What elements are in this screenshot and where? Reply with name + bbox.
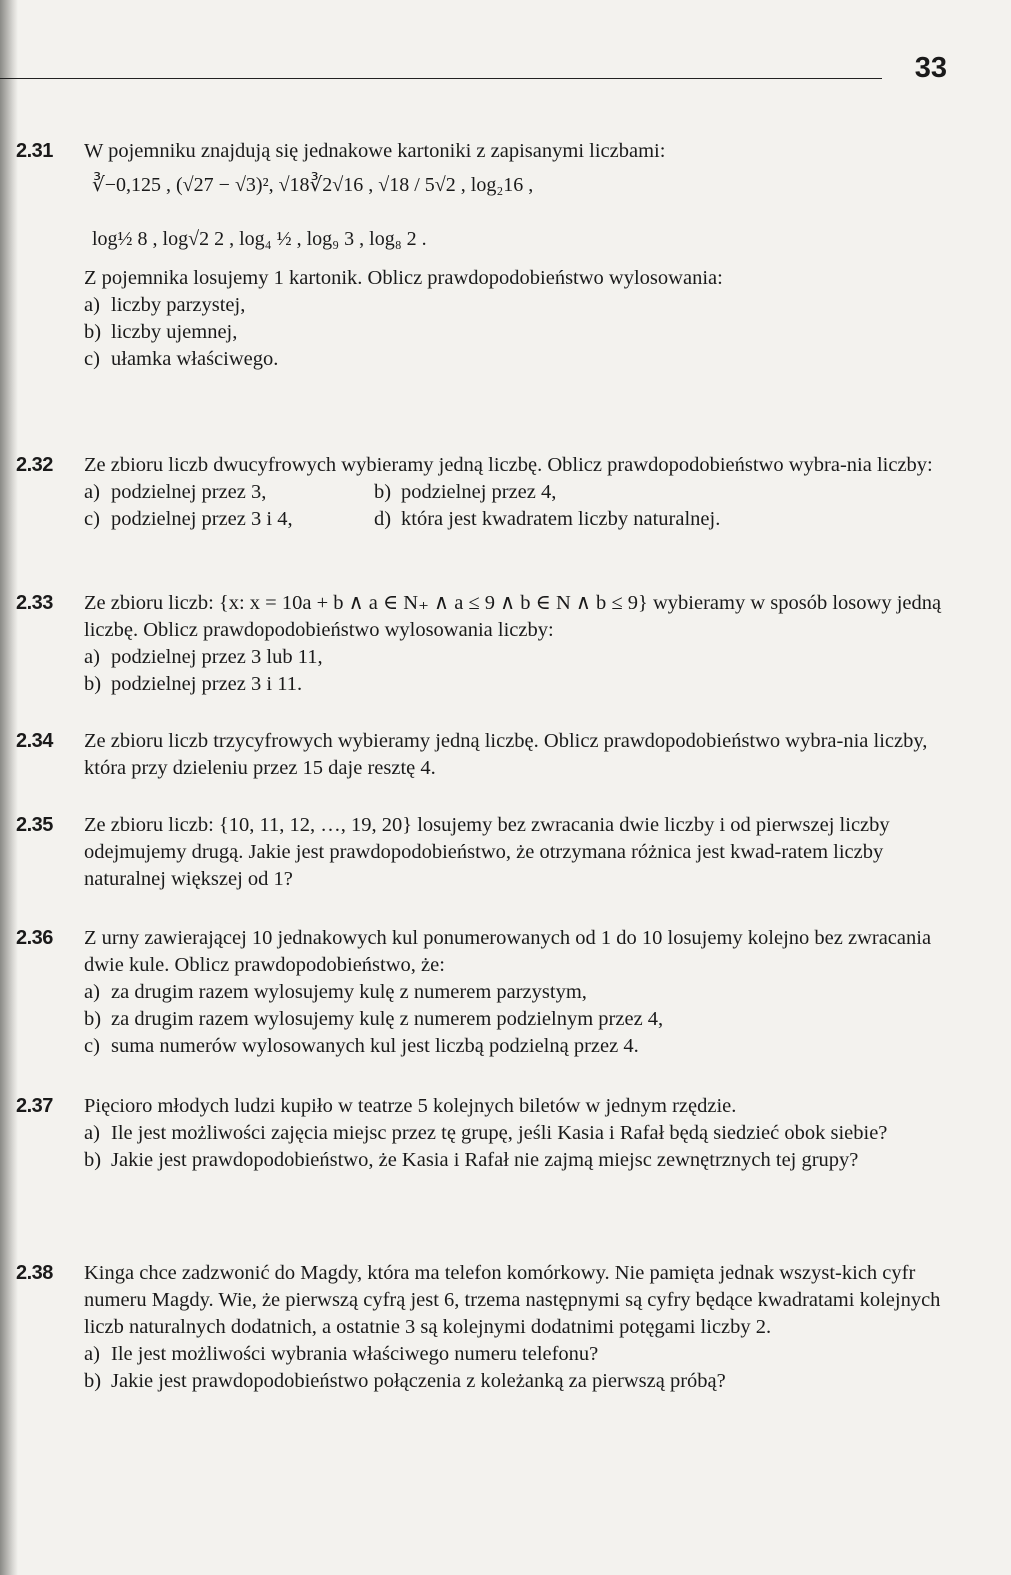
exercise-2-35 bbox=[0, 812, 960, 893]
list-item: b) liczby ujemnej, bbox=[84, 321, 238, 343]
exercise-text: Ze zbioru liczb dwucyfrowych wybieramy jedną liczbę. Oblicz prawdopodobieństwo wybra-nia liczby: bbox=[84, 454, 933, 476]
list-item: a) podzielnej przez 3, bbox=[84, 481, 267, 503]
list-item: a) podzielnej przez 3 lub 11, bbox=[84, 646, 323, 668]
exercise-number: 2.32 bbox=[16, 454, 53, 476]
exercise-2-32 bbox=[0, 452, 960, 533]
list-item: a) Ile jest możliwości wybrania właściwego numeru telefonu? bbox=[84, 1343, 599, 1365]
exercise-text: W pojemniku znajdują się jednakowe kartoniki z zapisanymi liczbami: bbox=[84, 140, 666, 162]
exercise-2-34 bbox=[0, 728, 960, 782]
exercise-2-37 bbox=[0, 1093, 960, 1174]
list-item: a) za drugim razem wylosujemy kulę z numerem parzystym, bbox=[84, 981, 587, 1003]
exercise-number: 2.33 bbox=[16, 592, 53, 614]
list-item: a) Ile jest możliwości zajęcia miejsc przez tę grupę, jeśli Kasia i Rafał będą siedzieć obok siebie? bbox=[84, 1122, 888, 1144]
exercise-text: Ze zbioru liczb: {x: x = 10a + b ∧ a ∈ N₊ ∧ a ≤ 9 ∧ b ∈ N ∧ b ≤ 9} wybieramy w sposób losowy jedną liczbę. Oblicz prawdopodobieństwo wylosowania liczby: bbox=[84, 592, 942, 641]
exercise-number: 2.35 bbox=[16, 814, 53, 836]
list-item: c) suma numerów wylosowanych kul jest liczbą podzielną przez 4. bbox=[84, 1035, 639, 1057]
header-rule bbox=[0, 78, 882, 79]
exercise-number: 2.34 bbox=[16, 730, 53, 752]
exercise-number: 2.38 bbox=[16, 1262, 53, 1284]
exercise-text: Pięcioro młodych ludzi kupiło w teatrze 5 kolejnych biletów w jednym rzędzie. bbox=[84, 1095, 737, 1117]
list-item: c) podzielnej przez 3 i 4, bbox=[84, 508, 293, 530]
exercise-2-31 bbox=[0, 138, 960, 373]
exercise-2-38 bbox=[0, 1260, 960, 1395]
list-item: b) podzielnej przez 4, bbox=[374, 481, 557, 503]
math-expressions-line-1: ∛−0,125 , (√27 − √3)², √18∛2√16 , √18 / 5√2 , log₂16 , bbox=[92, 174, 534, 196]
exercise-text: Z urny zawierającej 10 jednakowych kul ponumerowanych od 1 do 10 losujemy kolejno bez zwracania dwie kule. Oblicz prawdopodobieństwo, że: bbox=[84, 927, 932, 976]
list-item: b) Jakie jest prawdopodobieństwo, że Kasia i Rafał nie zajmą miejsc zewnętrznych tej grupy? bbox=[84, 1149, 859, 1171]
exercise-number: 2.31 bbox=[16, 140, 53, 162]
exercise-text: Ze zbioru liczb: {10, 11, 12, …, 19, 20} losujemy bez zwracania dwie liczby i od pierwszej liczby odejmujemy drugą. Jakie jest prawdopodobieństwo, że otrzymana różnica jest kwad-ratem liczby naturalnej większej od 1? bbox=[84, 814, 890, 890]
list-item: c) ułamka właściwego. bbox=[84, 348, 279, 370]
list-item: b) podzielnej przez 3 i 11. bbox=[84, 673, 303, 695]
math-expressions-line-2: log½ 8 , log√2 2 , log₄ ½ , log₉ 3 , log₈ 2 . bbox=[92, 228, 427, 250]
list-item: b) Jakie jest prawdopodobieństwo połączenia z koleżanką za pierwszą próbą? bbox=[84, 1370, 726, 1392]
list-item: d) która jest kwadratem liczby naturalnej. bbox=[374, 508, 721, 530]
exercise-2-33 bbox=[0, 590, 960, 698]
list-item: b) za drugim razem wylosujemy kulę z numerem podzielnym przez 4, bbox=[84, 1008, 664, 1030]
exercise-2-36 bbox=[0, 925, 960, 1060]
exercise-text: Kinga chce zadzwonić do Magdy, która ma telefon komórkowy. Nie pamięta jednak wszyst-kich cyfr numeru Magdy. Wie, że pierwszą cyfrą jest 6, trzema następnymi są cyfry będące kwadratami kolejnych liczb naturalnych dodatnich, a ostatnie 3 są kolejnymi dodatnimi potęgami liczby 2. bbox=[84, 1262, 941, 1338]
exercise-number: 2.36 bbox=[16, 927, 53, 949]
exercise-number: 2.37 bbox=[16, 1095, 53, 1117]
exercise-text: Ze zbioru liczb trzycyfrowych wybieramy jedną liczbę. Oblicz prawdopodobieństwo wybra-nia liczby, która przy dzieleniu przez 15 daje resztę 4. bbox=[84, 730, 928, 779]
exercise-question: Z pojemnika losujemy 1 kartonik. Oblicz prawdopodobieństwo wylosowania: bbox=[84, 267, 723, 289]
list-item: a) liczby parzystej, bbox=[84, 294, 246, 316]
page-number: 33 bbox=[914, 52, 947, 84]
